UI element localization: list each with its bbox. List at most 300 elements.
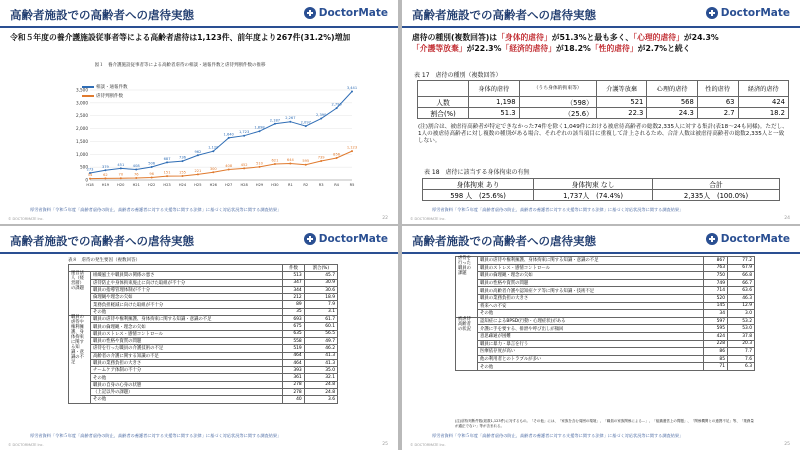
doctormate-logo-icon	[303, 232, 317, 246]
data-label: 736	[179, 155, 186, 160]
table-17-note: (注)割合は、被虐待高齢者が特定できなかった74件を除く1,049件における被虐待高齢者の総数2,335人に対する集計(表18～24も同様)。ただし、1人の被虐待高齢者に対し複数の種別がある場合、それぞれの該当項目に重複して計上されるため、合計人数は被虐待高齢者の総数2,335人と一致しない。	[418, 124, 788, 145]
percent-cell: 32.1	[304, 374, 337, 381]
data-point	[120, 177, 122, 179]
table-row	[456, 257, 755, 265]
abuse-factors-table	[68, 264, 338, 404]
data-label: 151	[163, 170, 171, 175]
table-cell: 521	[596, 97, 646, 108]
percent-cell: 53.2	[728, 317, 755, 325]
data-point	[212, 150, 214, 152]
percent-cell: 46.3	[728, 294, 755, 302]
table-row	[69, 294, 338, 301]
factor-label: 虐待防止や身体拘束廃止に向けた取組が不十分	[91, 279, 283, 286]
data-label: 452	[240, 162, 248, 167]
factor-label: 倫理観や理念の欠如	[91, 294, 283, 301]
table-row	[456, 325, 755, 333]
logo	[303, 6, 388, 20]
data-label: 962	[194, 149, 202, 154]
row-label: 人数	[418, 97, 469, 108]
factor-label: 職員の倫理観・理念の欠如	[91, 323, 283, 330]
group-label: 職員の虐待や権利擁護、身体拘束に関する知識・意識の不足	[69, 316, 91, 404]
count-cell: 145	[703, 302, 727, 310]
data-point	[197, 154, 199, 156]
table-17-caption: 表 17 虐待の種別（複数回答）	[414, 72, 502, 79]
x-tick-label: H18	[86, 183, 94, 187]
percent-cell: 56.5	[304, 330, 337, 337]
factor-label: 高齢者の介護に関する知識の不足	[91, 352, 283, 359]
percent-cell: 53.0	[728, 325, 755, 333]
percent-cell: 3.6	[304, 396, 337, 403]
table-row	[69, 352, 338, 359]
count-cell: 714	[703, 287, 727, 295]
x-tick-label: H21	[132, 183, 140, 187]
table-row	[456, 302, 755, 310]
headline-text: が2.7%と続く	[637, 43, 691, 53]
data-point	[212, 171, 214, 173]
data-label: 2,097	[300, 120, 311, 125]
count-cell: 40	[283, 396, 304, 403]
data-point	[336, 157, 338, 159]
doctormate-logo-icon	[303, 6, 317, 20]
group-label: 虐待を行った職員の課題	[456, 257, 478, 318]
data-point	[135, 169, 137, 171]
table-corner	[418, 81, 469, 97]
y-tick-label: 2,500	[76, 113, 88, 119]
y-tick-label: 3,000	[76, 100, 88, 106]
data-label: 856	[333, 152, 341, 157]
percent-cell: 20.3	[728, 340, 755, 348]
table-cell: 424	[738, 97, 788, 108]
table-header: 合計	[653, 179, 780, 190]
percent-cell: 7.7	[728, 348, 755, 356]
restraint-table	[422, 178, 780, 201]
count-cell: 635	[283, 330, 304, 337]
table-row	[456, 294, 755, 302]
table-header: 心理的虐待	[647, 81, 697, 97]
factor-label: その他	[91, 396, 283, 403]
table-row	[69, 272, 338, 279]
table-row	[418, 108, 789, 119]
percent-cell: 6.3	[728, 363, 755, 371]
table-row	[69, 389, 338, 396]
count-cell: 464	[283, 359, 304, 366]
factor-label: 職員の自身の心身の状態	[91, 381, 283, 388]
percent-cell: 61.7	[304, 316, 337, 323]
factor-label: チームケア体制の不十分	[91, 367, 283, 374]
count-cell: 35	[283, 308, 304, 315]
factor-label: 職員の虐待や権利擁護、身体拘束に関する知識・意識の不足	[478, 257, 704, 265]
data-label: 739	[317, 155, 325, 160]
y-tick-label: 2,000	[76, 126, 88, 132]
factor-label: その他	[478, 363, 704, 371]
factor-label: 職員の指導管理体制が不十分	[91, 286, 283, 293]
table-row	[69, 367, 338, 374]
slide-title: 高齢者施設での高齢者への虐待実態	[10, 234, 194, 248]
data-point	[89, 178, 91, 180]
percent-cell: 7.9	[304, 301, 337, 308]
logo-text: DoctorMate	[720, 233, 790, 245]
table-header: 経済的虐待	[738, 81, 788, 97]
title-rule	[0, 252, 398, 254]
legend-label: 相談・通報件数	[96, 85, 128, 90]
table-row	[456, 332, 755, 340]
factor-label: 職員の虐待や権利擁護、身体拘束に関する知識・意識の不足	[91, 316, 283, 323]
count-cell: 867	[703, 257, 727, 265]
table-row	[418, 97, 789, 108]
page-number: 24	[784, 216, 790, 221]
count-cell: 595	[703, 325, 727, 333]
chart-title: 図１ 養介護施設従事者等による高齢者虐待の相談・通報件数と虐待判断件数の推移	[94, 63, 266, 68]
factor-label: 意思疎通が困難	[478, 332, 704, 340]
x-tick-label: H28	[240, 183, 248, 187]
data-label: 687	[163, 156, 171, 161]
count-cell: 228	[703, 340, 727, 348]
percent-cell: 67.9	[728, 264, 755, 272]
doctormate-logo-icon	[705, 6, 719, 20]
percent-cell: 60.1	[304, 323, 337, 330]
headline-highlight: 「介護等放棄」	[412, 43, 467, 53]
percent-cell: 30.9	[304, 279, 337, 286]
headline-highlight: 「身体的虐待」	[497, 33, 552, 42]
data-label: 2,795	[331, 102, 342, 107]
table-cell: 51.3	[469, 108, 519, 119]
count-cell: 513	[283, 272, 304, 279]
title-rule	[402, 252, 800, 254]
factor-label: 医療依存度が高い	[478, 348, 704, 356]
data-label: 155	[179, 170, 186, 175]
table-row	[69, 345, 338, 352]
data-point	[243, 135, 245, 137]
data-label: 408	[132, 164, 140, 169]
data-label: 2,267	[285, 116, 296, 121]
title-rule	[402, 26, 800, 28]
table-row	[456, 340, 755, 348]
table-cell: 2,335人 (100.0%)	[653, 190, 780, 201]
group-label: 運営法人（経営層）の課題	[69, 272, 91, 316]
factor-label: 業務負担軽減に向けた取組が不十分	[91, 301, 283, 308]
table-header: 性的虐待	[697, 81, 738, 97]
count-cell: 520	[703, 294, 727, 302]
table-cell: 598 人 (25.6%)	[423, 190, 534, 201]
table-8-caption: 表８ 虐待の発生要因（複数回答）	[68, 258, 140, 263]
headline-highlight: 「心理的虐待」	[633, 33, 684, 42]
data-label: 595	[302, 159, 310, 164]
percent-cell: 49.7	[304, 337, 337, 344]
factor-label: その他	[91, 308, 283, 315]
count-cell: 278	[283, 389, 304, 396]
page-number: 25	[382, 442, 388, 447]
count-cell: 693	[283, 316, 304, 323]
copyright: © DOCTORMATE Inc.	[8, 443, 44, 447]
source-note: 厚労省資料「令和５年度「高齢者虐待の防止、高齢者の養護者に対する支援等に関する法律」に基づく対応状況等に関する調査結果」	[432, 207, 684, 212]
count-cell: 85	[703, 355, 727, 363]
count-cell: 347	[283, 279, 304, 286]
table-row	[456, 272, 755, 280]
data-point	[320, 118, 322, 120]
table-cell: 18.2	[738, 108, 788, 119]
factor-label: 組織風土や職員間の関係の悪さ	[91, 272, 283, 279]
table-header-row	[69, 265, 338, 272]
x-tick-label: R1	[287, 183, 293, 187]
logo-text: DoctorMate	[318, 233, 388, 245]
table-row	[456, 355, 755, 363]
copyright: © DOCTORMATE Inc.	[8, 217, 44, 221]
x-tick-label: R3	[318, 183, 324, 187]
table-header-row	[423, 179, 780, 190]
source-note: 厚労省資料「令和５年度「高齢者虐待の防止、高齢者の養護者に対する支援等に関する法律」に基づく対応状況等に関する調査結果」	[432, 433, 684, 438]
data-point	[151, 177, 153, 179]
legend-swatch	[82, 95, 94, 96]
slide-title: 高齢者施設での高齢者への虐待実態	[10, 8, 194, 22]
row-label: 割合(%)	[418, 108, 469, 119]
data-point	[289, 162, 291, 164]
data-label: 273	[86, 167, 94, 172]
data-point	[259, 166, 261, 168]
source-note: 厚労省資料「令和５年度「高齢者虐待の防止、高齢者の養護者に対する支援等に関する法律」に基づく対応状況等に関する調査結果」	[30, 433, 282, 438]
page-number: 22	[382, 216, 388, 221]
count-cell: 89	[283, 301, 304, 308]
data-label: 451	[117, 162, 125, 167]
data-point	[305, 125, 307, 127]
table-cell: 22.3	[596, 108, 646, 119]
x-tick-label: R2	[303, 183, 309, 187]
count-cell: 344	[283, 286, 304, 293]
abuse-cases-line-chart	[60, 60, 360, 200]
count-cell: 763	[703, 264, 727, 272]
table-row	[423, 190, 780, 201]
x-tick-label: R5	[349, 183, 355, 187]
table-row	[69, 316, 338, 323]
data-label: 1,120	[208, 145, 219, 150]
data-label: 96	[149, 172, 154, 177]
table-row	[456, 348, 755, 356]
headline-highlight: 「性的虐待」	[590, 43, 638, 53]
table-header: 割合(%)	[304, 265, 337, 272]
copyright: © DOCTORMATE Inc.	[410, 443, 446, 447]
table-row	[69, 381, 338, 388]
logo	[705, 232, 790, 246]
slide-2	[402, 0, 800, 224]
percent-cell: 41.3	[304, 359, 337, 366]
x-tick-label: H20	[117, 183, 125, 187]
group-label: 被虐待高齢者の状況	[456, 317, 478, 370]
headline-text: が24.3%	[683, 33, 719, 42]
y-tick-label: 0	[85, 177, 88, 183]
data-label: 300	[209, 166, 217, 171]
table-header: 身体拘束 なし	[534, 179, 653, 190]
data-point	[274, 123, 276, 125]
count-cell: 424	[703, 332, 727, 340]
data-label: 621	[271, 158, 279, 163]
percent-cell: 18.9	[304, 294, 337, 301]
data-label: 221	[194, 168, 202, 173]
x-tick-label: H26	[209, 183, 217, 187]
x-tick-label: H23	[163, 183, 171, 187]
count-cell: 361	[283, 374, 304, 381]
slide-3	[0, 226, 398, 450]
logo	[705, 6, 790, 20]
data-label: 1,898	[254, 125, 265, 130]
factor-label: 他の利用者とのトラブルが多い	[478, 355, 704, 363]
data-point	[336, 107, 338, 109]
percent-cell: 46.2	[304, 345, 337, 352]
count-cell: 675	[283, 323, 304, 330]
headline-text: が22.3%	[466, 43, 502, 53]
x-tick-label: H19	[101, 183, 110, 187]
percent-cell: 12.9	[728, 302, 755, 310]
table-18-caption: 表 18 虐待に該当する身体拘束の有無	[424, 169, 530, 176]
x-tick-label: H22	[148, 183, 156, 187]
factor-label: 職員の性格や資質の問題	[91, 337, 283, 344]
data-point	[104, 177, 106, 179]
data-label: 1,123	[346, 145, 358, 150]
source-note: 厚労省資料「令和５年度「高齢者虐待の防止、高齢者の養護者に対する支援等に関する法律」に基づく対応状況等に関する調査結果」	[30, 207, 282, 212]
count-cell: 34	[703, 310, 727, 318]
data-point	[166, 175, 168, 177]
slide-title: 高齢者施設での高齢者への虐待実態	[412, 234, 596, 248]
data-label: 76	[133, 172, 139, 177]
table-row	[69, 359, 338, 366]
page-number: 25	[784, 442, 790, 447]
factor-label: その他	[91, 374, 283, 381]
count-cell: 749	[703, 279, 727, 287]
factor-label: 虐待を行った職員の介護技術の不足	[91, 345, 283, 352]
data-point	[351, 150, 353, 152]
data-point	[104, 169, 106, 171]
factor-label: 介護に手を要する、排泄や呼び出しが頻回	[478, 325, 704, 333]
table-corner	[69, 265, 283, 272]
factor-label: 職員の倫理観・理念の欠如	[478, 272, 704, 280]
factor-label: その他	[478, 310, 704, 318]
headline-text: 虐待の種別(複数回答)は	[412, 33, 498, 42]
table-row	[456, 264, 755, 272]
count-cell: 212	[283, 294, 304, 301]
data-point	[181, 160, 183, 162]
data-point	[320, 160, 322, 162]
x-tick-label: H29	[255, 183, 264, 187]
legend-item-judgments	[82, 93, 123, 99]
table-row	[69, 279, 338, 286]
count-cell: 86	[703, 348, 727, 356]
data-label: 1,723	[238, 130, 250, 135]
percent-cell: 66.7	[728, 279, 755, 287]
factor-label: （上記以外の課題）	[91, 389, 283, 396]
factor-label: 将来への不安	[478, 302, 704, 310]
title-rule	[0, 26, 398, 28]
factor-label: 職員の業務負担の大きさ	[91, 359, 283, 366]
table-header: 身体的虐待	[469, 81, 519, 97]
table-row	[456, 310, 755, 318]
logo-text: DoctorMate	[318, 7, 388, 19]
percent-cell: 30.6	[304, 286, 337, 293]
factor-label: 職員のストレス・感情コントロール	[91, 330, 283, 337]
data-point	[166, 161, 168, 163]
table-cell: 568	[647, 97, 697, 108]
data-label: 408	[225, 164, 233, 169]
percent-cell: 45.7	[304, 272, 337, 279]
headline-highlight: 「経済的虐待」	[501, 43, 557, 53]
table-row	[69, 323, 338, 330]
logo	[303, 232, 388, 246]
data-label: 506	[148, 161, 156, 166]
percent-cell: 66.8	[728, 272, 755, 280]
data-point	[351, 91, 353, 93]
legend-item-consultations	[82, 84, 128, 90]
table-header: （うち身体的拘束等）	[519, 81, 596, 97]
table-row	[69, 301, 338, 308]
data-label: 644	[286, 157, 294, 162]
table-row	[69, 337, 338, 344]
percent-cell: 37.8	[728, 332, 755, 340]
table-row	[456, 363, 755, 371]
legend-label: 虐待判断件数	[96, 94, 123, 99]
x-tick-label: R4	[334, 183, 339, 187]
factor-label: 職員のストレス・感情コントロール	[478, 264, 704, 272]
slide-4	[402, 226, 800, 450]
data-label: 379	[101, 164, 109, 169]
abuse-factors-table-continued	[455, 256, 755, 371]
table-cell: 24.3	[647, 108, 697, 119]
table-cell: （25.6）	[519, 108, 596, 119]
count-cell: 597	[703, 317, 727, 325]
x-tick-label: H25	[194, 183, 202, 187]
table-header: 件数	[283, 265, 304, 272]
data-point	[259, 130, 261, 132]
data-label: 510	[256, 161, 263, 166]
factor-label: 職員の性格や資質の問題	[478, 279, 704, 287]
logo-text: DoctorMate	[720, 7, 790, 19]
table-row	[69, 330, 338, 337]
data-point	[120, 167, 122, 169]
table-cell: 63	[697, 97, 738, 108]
table-header-row	[418, 81, 789, 97]
data-point	[274, 163, 276, 165]
count-cell: 750	[703, 272, 727, 280]
y-tick-label: 500	[80, 164, 88, 170]
data-label: 2,390	[316, 113, 327, 118]
data-point	[228, 169, 230, 171]
data-label: 70	[118, 172, 124, 177]
percent-cell: 63.6	[728, 287, 755, 295]
table-row	[69, 374, 338, 381]
percent-cell: 41.3	[304, 352, 337, 359]
table-row	[456, 279, 755, 287]
percent-cell: 24.8	[304, 389, 337, 396]
data-point	[305, 164, 307, 166]
table-cell: （598）	[519, 97, 596, 108]
x-tick-label: H27	[225, 183, 233, 187]
y-tick-label: 3,500	[76, 87, 88, 93]
factor-label: 職員の業務負担の大きさ	[478, 294, 704, 302]
x-tick-label: H24	[178, 183, 187, 187]
count-cell: 278	[283, 381, 304, 388]
table-row	[69, 286, 338, 293]
data-point	[197, 173, 199, 175]
y-tick-label: 1,500	[76, 138, 88, 144]
data-point	[289, 121, 291, 123]
data-label: 62	[103, 172, 108, 177]
table-cell: 1,737人 (74.4%)	[534, 190, 653, 201]
table-header: 身体拘束 あり	[423, 179, 534, 190]
doctormate-logo-icon	[705, 232, 719, 246]
data-label: 54	[87, 173, 93, 178]
percent-cell: 3.1	[304, 308, 337, 315]
slide-1	[0, 0, 398, 224]
data-point	[228, 137, 230, 139]
count-cell: 393	[283, 367, 304, 374]
percent-cell: 77.2	[728, 257, 755, 265]
count-cell: 558	[283, 337, 304, 344]
